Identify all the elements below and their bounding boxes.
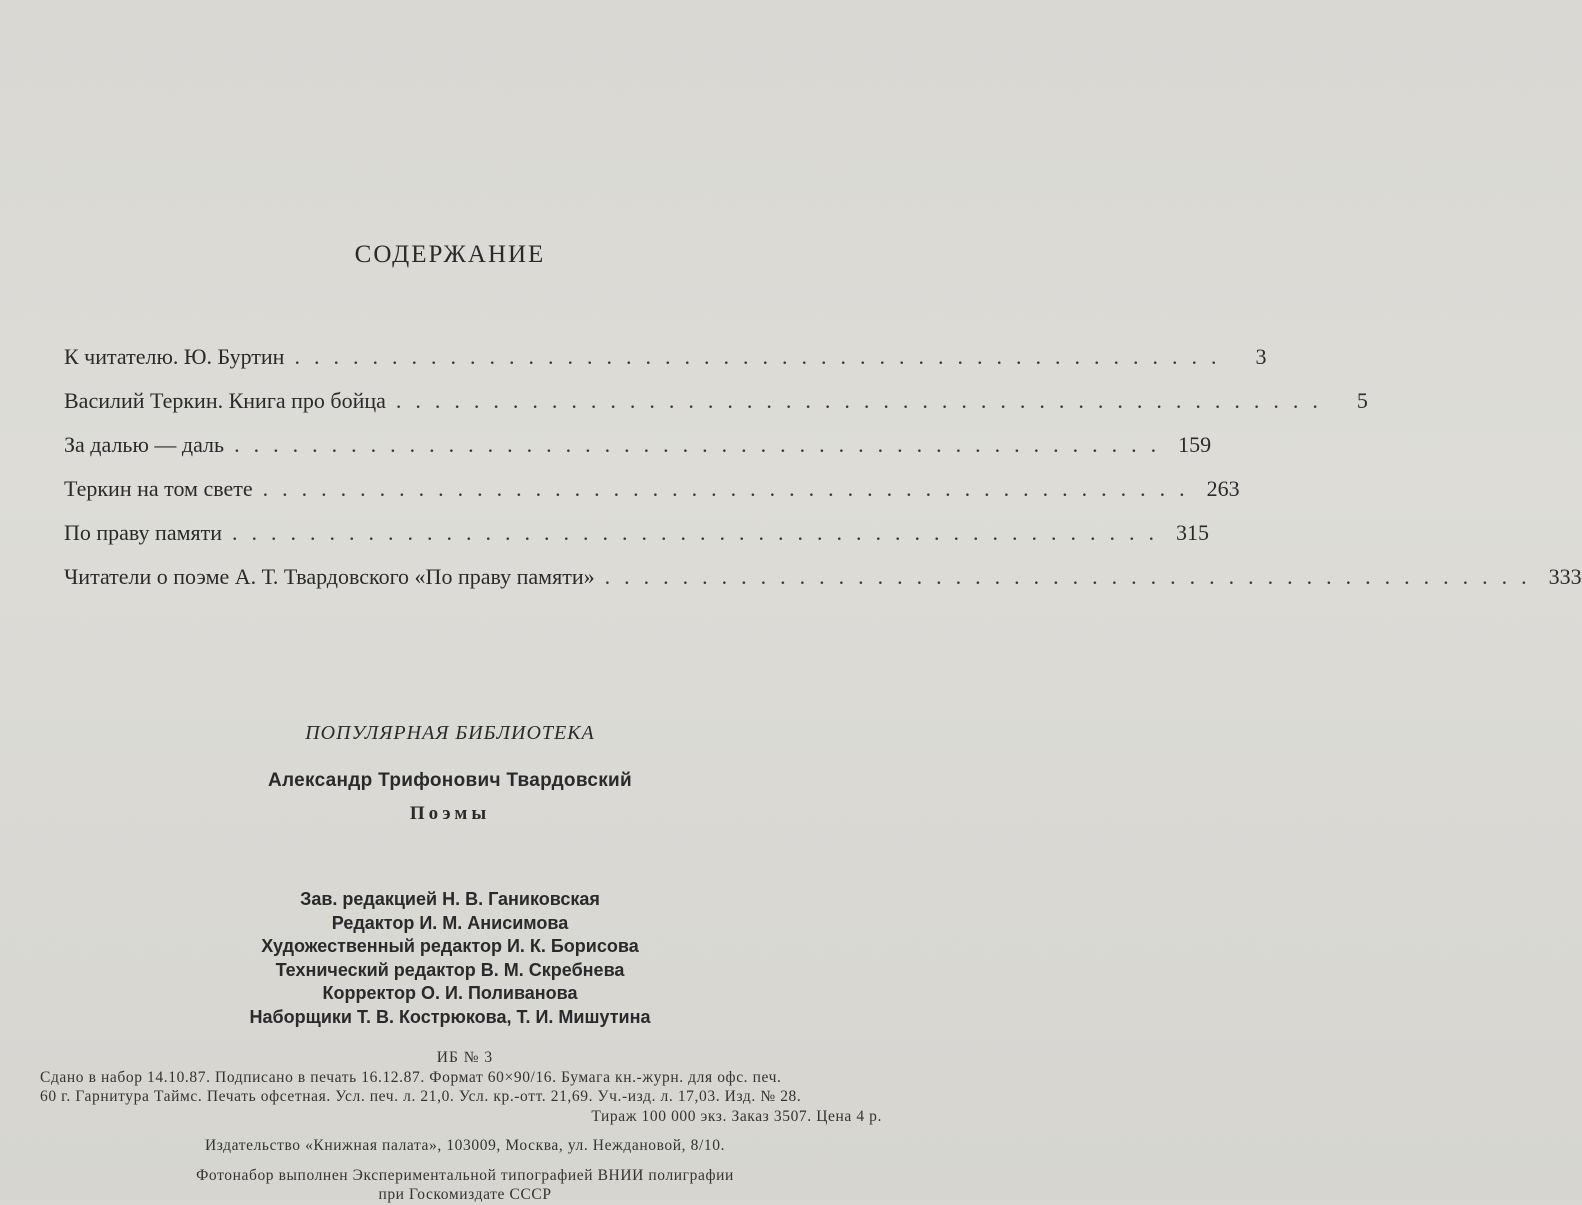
publisher-line: Издательство «Книжная палата», 103009, Москва, ул. Неждановой, 8/10. xyxy=(204,1137,726,1154)
credit-line: Корректор О. И. Поливанова xyxy=(322,983,578,1003)
typography-line: Фотонабор выполнен Экспериментальной типографией ВНИИ полиграфии xyxy=(196,1166,734,1184)
editorial-credits xyxy=(0,888,900,1029)
contents-entry xyxy=(64,344,1267,388)
imprint-line: Тираж 100 000 экз. Заказ 3507. Цена 4 р. xyxy=(591,1107,882,1125)
contents-entry xyxy=(64,476,1240,520)
credit-line: Художественный редактор И. К. Борисова xyxy=(261,936,639,956)
dot-leader: ................................................ xyxy=(604,564,1541,589)
credit-line: Зав. редакцией Н. В. Ганиковская xyxy=(300,889,600,909)
contents-entry-page: 333 xyxy=(1548,564,1582,589)
contents-entry xyxy=(64,432,1212,476)
typography-line-cut: при Госкомиздате СССР xyxy=(378,1186,552,1203)
credit-line: Наборщики Т. В. Кострюкова, Т. И. Мишутина xyxy=(249,1006,651,1027)
dot-leader: ................................................ xyxy=(232,520,1169,545)
credit-line: Редактор И. М. Анисимова xyxy=(331,912,569,933)
dot-leader: ................................................ xyxy=(234,432,1171,457)
author-name: Александр Трифонович Твардовский xyxy=(268,770,632,791)
dot-leader: ................................................ xyxy=(262,476,1199,501)
contents-entry xyxy=(64,564,1582,608)
contents-entry-title: Читатели о поэме А. Т. Твардовского «По праву памяти» xyxy=(64,564,595,589)
contents-entry-page: 3 xyxy=(1255,344,1267,369)
contents-entry-page: 315 xyxy=(1176,520,1210,545)
contents-entry-page: 159 xyxy=(1178,432,1212,457)
contents-entry-title: По праву памяти xyxy=(64,520,223,545)
imprint-line: 60 г. Гарнитура Таймс. Печать офсетная. Усл. печ. л. 21,0. Усл. кр.-отт. 21,69. Уч.-изд. л. 17,03. Изд. № 28. xyxy=(40,1088,802,1105)
contents-entry xyxy=(64,520,1210,564)
credit-line: Технический редактор В. М. Скребнева xyxy=(275,959,625,980)
contents-list xyxy=(64,344,1582,608)
imprint-line: Сдано в набор 14.10.87. Подписано в печать 16.12.87. Формат 60×90/16. Бумага кн.-журн. для офс. печ. xyxy=(40,1068,782,1086)
imprint-block xyxy=(40,1048,890,1203)
contents-entry-title: К читателю. Ю. Буртин xyxy=(64,344,285,369)
dot-leader: ................................................ xyxy=(395,388,1332,413)
contents-heading: СОДЕРЖАНИЕ xyxy=(354,241,546,268)
contents-entry-title: Василий Теркин. Книга про бойца xyxy=(64,388,386,413)
contents-entry-title: За далью — даль xyxy=(64,432,225,457)
contents-entry xyxy=(64,388,1368,432)
dot-leader: ................................................ xyxy=(294,344,1231,369)
book-title: Поэмы xyxy=(409,803,491,824)
contents-entry-title: Теркин на том свете xyxy=(64,476,253,501)
contents-entry-page: 5 xyxy=(1356,388,1368,413)
contents-entry-page: 263 xyxy=(1206,476,1240,501)
ib-number: ИБ № 3 xyxy=(436,1049,494,1066)
series-title: ПОПУЛЯРНАЯ БИБЛИОТЕКА xyxy=(305,722,595,744)
